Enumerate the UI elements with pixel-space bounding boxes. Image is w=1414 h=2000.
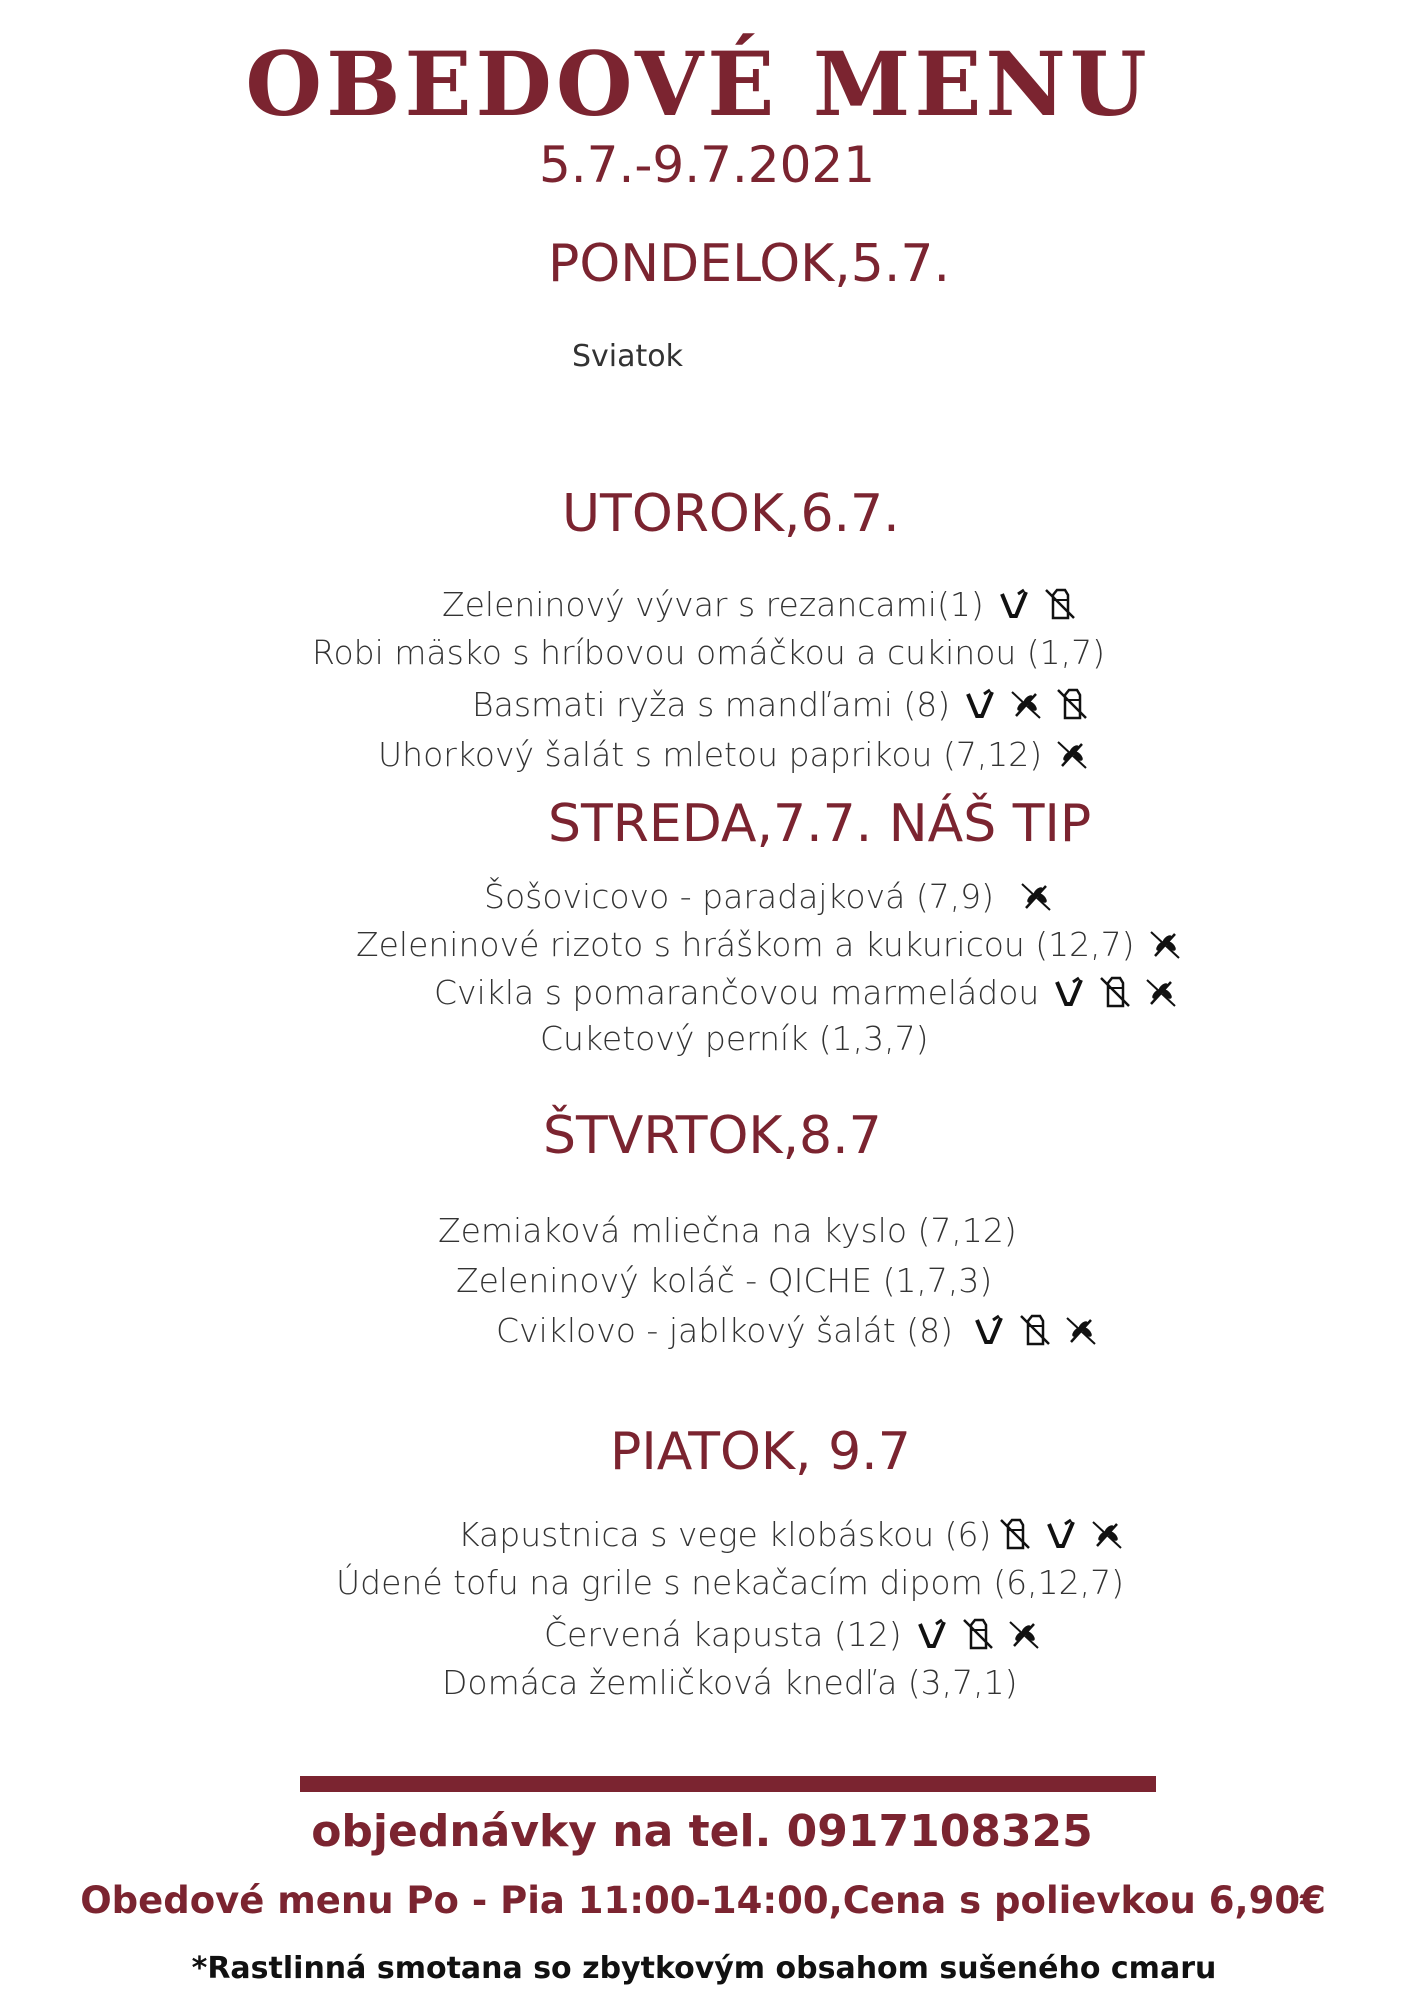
menu-item-text: Zeleninový koláč - QICHE (1,7,3) — [456, 1261, 993, 1300]
menu-item — [472, 686, 1090, 727]
lactose-free-icon — [997, 1516, 1033, 1557]
gluten-free-icon — [1063, 1312, 1099, 1353]
menu-item-text: Cvikla s pomarančovou marmeládou — [434, 973, 1040, 1012]
menu-item — [484, 878, 1054, 919]
lactose-free-icon — [1054, 686, 1090, 727]
menu-item — [544, 1616, 1042, 1657]
gluten-free-icon — [1006, 1616, 1042, 1657]
holiday-note: Sviatok — [572, 339, 684, 374]
menu-item — [456, 1261, 993, 1300]
vegan-icon — [996, 586, 1032, 627]
day-heading-thursday: ŠTVRTOK,8.7 — [543, 1106, 882, 1166]
menu-item-text: Uhorkový šalát s mletou paprikou (7,12) — [378, 735, 1043, 774]
gluten-free-icon — [1008, 686, 1044, 727]
menu-item-text: Domáca žemličková knedľa (3,7,1) — [442, 1663, 1018, 1702]
menu-item-text: Kapustnica s vege klobáskou (6) — [458, 1515, 992, 1554]
vegan-icon — [914, 1616, 950, 1657]
menu-item — [458, 1516, 1125, 1557]
menu-item-text: Zeleninové rizoto s hráškom a kukuricou (12,7) — [356, 925, 1135, 964]
menu-item-text: Červená kapusta (12) — [544, 1615, 902, 1654]
gluten-free-icon — [1089, 1516, 1125, 1557]
menu-item-text: Cviklovo - jablkový šalát (8) — [496, 1311, 953, 1350]
menu-title: OBEDOVÉ MENU — [245, 32, 1151, 136]
lactose-free-icon — [1097, 974, 1133, 1015]
menu-item — [312, 633, 1106, 672]
lactose-free-icon — [960, 1616, 996, 1657]
menu-item — [438, 1211, 1017, 1250]
menu-item — [336, 1563, 1124, 1602]
menu-item-text: Robi mäsko s hríbovou omáčkou a cukinou (1,7) — [312, 633, 1106, 672]
menu-item — [496, 1312, 1099, 1353]
menu-item-text: Basmati ryža s mandľami (8) — [472, 685, 951, 724]
order-phone: objednávky na tel. 0917108325 — [311, 1806, 1093, 1857]
hours-price: Obedové menu Po - Pia 11:00-14:00,Cena s polievkou 6,90€ — [80, 1879, 1326, 1922]
menu-item-text: Zeleninový vývar s rezancami(1) — [442, 585, 984, 624]
gluten-free-icon — [1018, 878, 1054, 919]
vegan-icon — [1051, 974, 1087, 1015]
date-range: 5.7.-9.7.2021 — [538, 136, 876, 194]
menu-item — [540, 1019, 929, 1058]
footer-divider — [300, 1776, 1156, 1792]
menu-item — [356, 926, 1183, 967]
vegan-icon — [1043, 1516, 1079, 1557]
gluten-free-icon — [1147, 926, 1183, 967]
menu-item-text: Šošovicovo - paradajková (7,9) — [484, 877, 995, 916]
day-heading-wednesday: STREDA,7.7. NÁŠ TIP — [548, 794, 1092, 854]
menu-item-text: Cuketový perník (1,3,7) — [540, 1019, 929, 1058]
lactose-free-icon — [1017, 1312, 1053, 1353]
menu-item — [442, 1663, 1018, 1702]
menu-item — [434, 974, 1179, 1015]
day-heading-monday: PONDELOK,5.7. — [548, 234, 950, 294]
day-heading-friday: PIATOK, 9.7 — [610, 1422, 911, 1482]
menu-item-text: Údené tofu na grile s nekačacím dipom (6,12,7) — [336, 1563, 1124, 1602]
gluten-free-icon — [1054, 736, 1090, 777]
lactose-free-icon — [1042, 586, 1078, 627]
day-heading-tuesday: UTOROK,6.7. — [562, 484, 900, 544]
menu-item — [442, 586, 1078, 627]
vegan-icon — [971, 1312, 1007, 1353]
menu-item — [378, 736, 1090, 777]
vegan-icon — [962, 686, 998, 727]
footnote: *Rastlinná smotana so zbytkovým obsahom sušeného cmaru — [191, 1951, 1217, 1986]
menu-item-text: Zemiaková mliečna na kyslo (7,12) — [438, 1211, 1017, 1250]
gluten-free-icon — [1143, 974, 1179, 1015]
